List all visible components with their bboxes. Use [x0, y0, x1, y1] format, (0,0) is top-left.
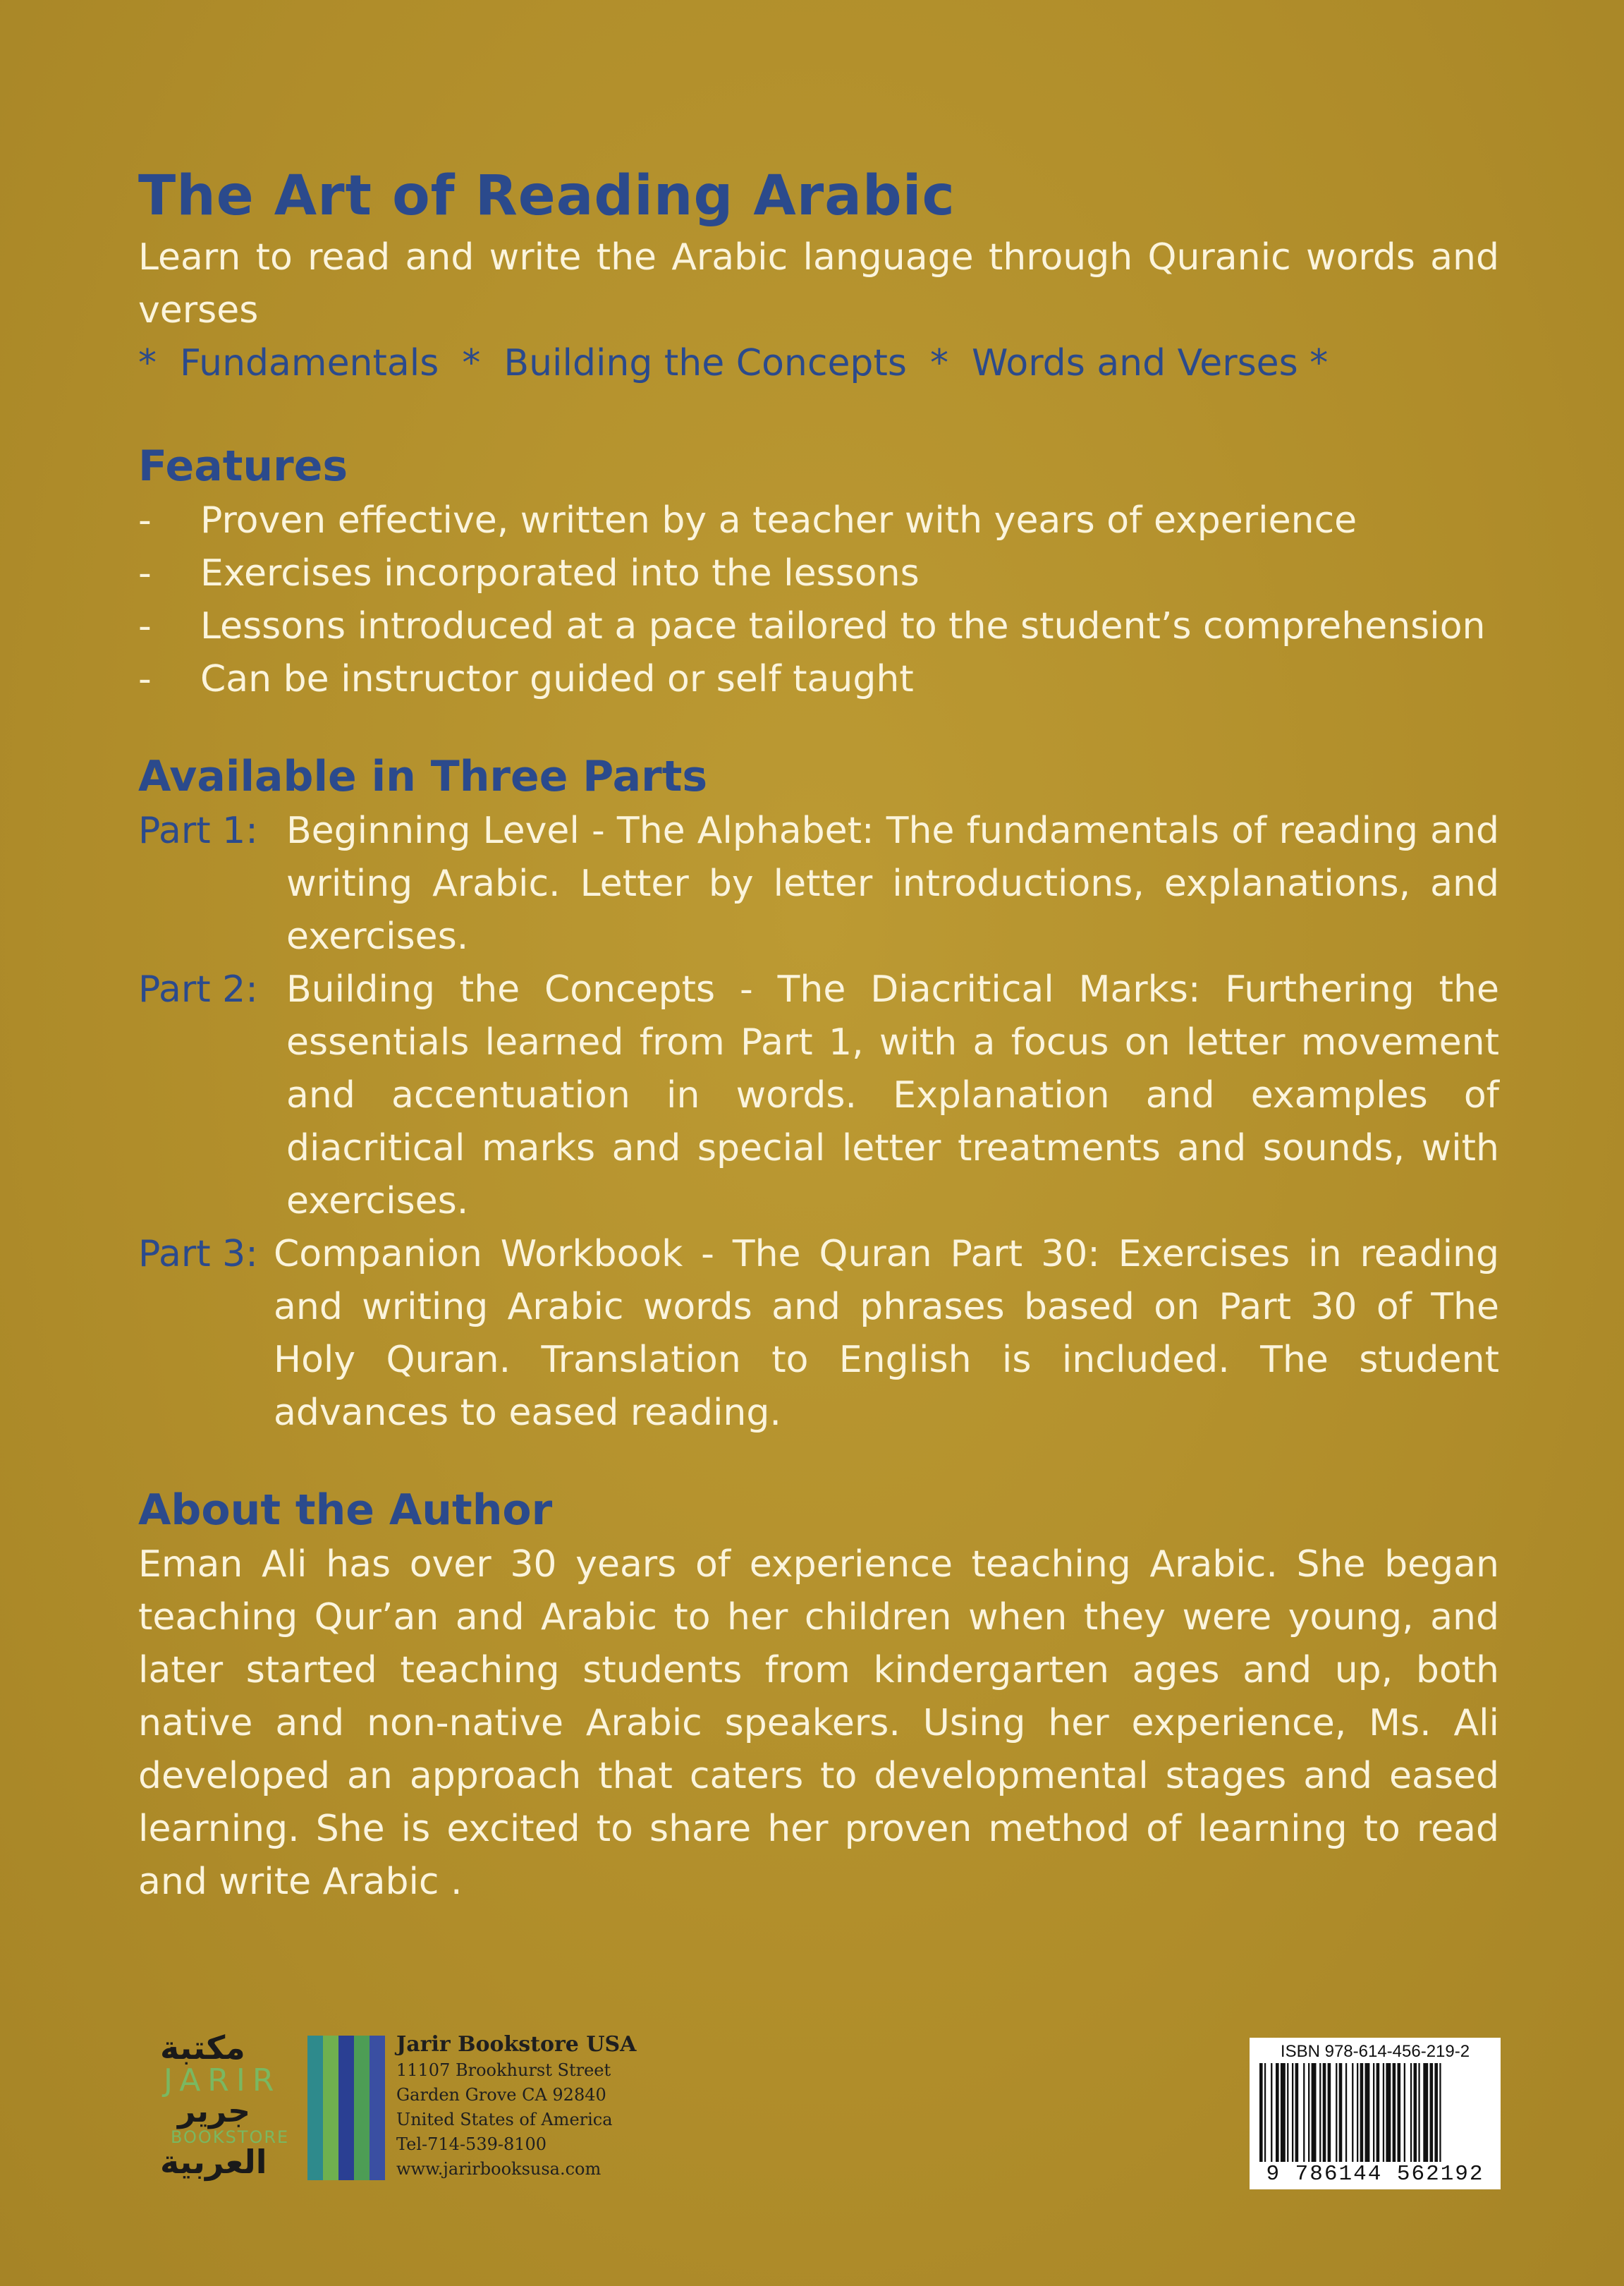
part-description: Building the Concepts - The Diacritical Marks: Furthering the essentials learned from Part 1, with a focus on letter movement and accentuation in words. Explanation and examples of diacritical marks and special letter treatments and sounds, with exercises. — [286, 968, 1499, 1222]
part-1 — [138, 805, 1499, 963]
publisher-name: Jarir Bookstore USA — [396, 2032, 637, 2057]
logo-arabic-bottom: العربية — [160, 2143, 267, 2181]
publisher-address — [396, 2031, 636, 2182]
logo-arabic-top: مكتبة — [160, 2029, 245, 2067]
features-heading: Features — [138, 442, 348, 491]
part-description: Companion Workbook - The Quran Part 30: Exercises in reading and writing Arabic words and phrases based on Part 30 of The Holy Quran. Translation to English is included. The student advances to eased reading. — [274, 1233, 1499, 1434]
publisher-phone: Tel-714-539-8100 — [396, 2134, 547, 2154]
logo-bars-icon — [307, 2036, 392, 2180]
isbn-barcode-box — [1250, 2038, 1501, 2189]
isbn-label: ISBN 978-614-456-219-2 — [1280, 2042, 1470, 2061]
list-item: - Lessons introduced at a pace tailored to the student’s comprehension — [138, 605, 1486, 648]
logo-subtitle: BOOKSTORE — [171, 2127, 290, 2147]
part-label: Part 2: — [138, 968, 258, 1011]
part-label: Part 3: — [138, 1233, 258, 1275]
author-bio: Eman Ali has over 30 years of experience teaching Arabic. She began teaching Qur’an and Arabic to her children when they were young, and later started teaching students from kindergarten ages and up, both native and non-native Arabic speakers. Using her experience, Ms. Ali developed an approach that caters to developmental stages and eased learning. She is excited to share her proven method of learning to read and write Arabic . — [138, 1543, 1499, 1903]
barcode-icon — [1259, 2063, 1491, 2162]
back-cover-content — [138, 161, 1499, 1909]
address-country: United States of America — [396, 2110, 613, 2129]
author-heading: About the Author — [138, 1485, 553, 1535]
logo-arabic-mid: جرير — [178, 2093, 250, 2129]
address-line: 11107 Brookhurst Street — [396, 2060, 611, 2080]
features-list — [138, 494, 1499, 706]
intro-text: Learn to read and write the Arabic language through Quranic words and verses — [138, 236, 1499, 332]
list-item: - Can be instructor guided or self taught — [138, 658, 914, 700]
list-item: - Exercises incorporated into the lessons — [138, 552, 920, 595]
logo-english: JARIR — [164, 2062, 281, 2098]
jarir-logo — [157, 2029, 298, 2184]
book-title: The Art of Reading Arabic — [138, 164, 956, 228]
part-2 — [138, 963, 1499, 1228]
part-label: Part 1: — [138, 810, 258, 852]
tagline: * Fundamentals * Building the Concepts * Words and Verses * — [138, 342, 1329, 384]
publisher-block — [157, 2029, 650, 2184]
isbn-digits: 9 786144 562192 — [1266, 2162, 1484, 2187]
part-description: Beginning Level - The Alphabet: The fundamentals of reading and writing Arabic. Letter by letter introductions, explanations, and exercises. — [286, 810, 1499, 958]
list-item: - Proven effective, written by a teacher with years of experience — [138, 499, 1357, 542]
part-3 — [138, 1228, 1499, 1440]
publisher-website: www.jarirbooksusa.com — [396, 2159, 602, 2179]
address-line: Garden Grove CA 92840 — [396, 2085, 606, 2105]
parts-heading: Available in Three Parts — [138, 752, 708, 801]
